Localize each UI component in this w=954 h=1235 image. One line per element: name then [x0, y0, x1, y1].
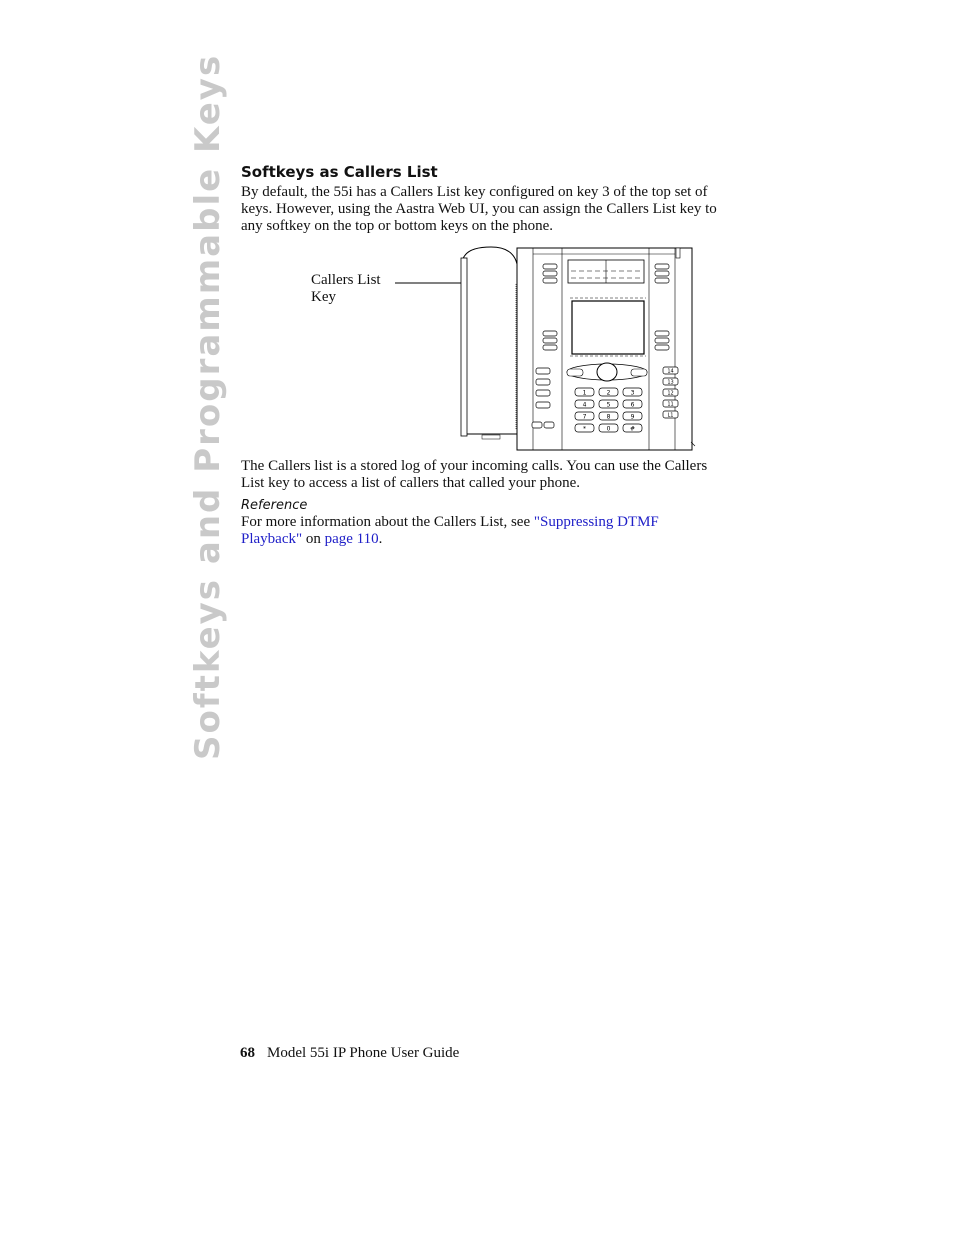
bottom-softkeys-right: [655, 331, 669, 350]
guide-title: Model 55i IP Phone User Guide: [267, 1045, 460, 1061]
keypad-key-label: *: [583, 425, 586, 433]
page-110-link[interactable]: page 110: [324, 531, 379, 547]
line-key-label: 11: [667, 401, 674, 408]
bottom-softkeys-left: [543, 331, 557, 350]
reference-paragraph: [241, 514, 721, 548]
phone-illustration: [305, 244, 705, 454]
side-chapter-title: Softkeys and Programmable Keys: [188, 53, 228, 760]
main-content: [241, 162, 721, 235]
line-key-label: 13: [667, 379, 674, 386]
page-number: 68: [240, 1045, 255, 1061]
top-softkeys-left: [543, 264, 557, 283]
keypad-key-label: 8: [606, 413, 611, 421]
keypad-key-label: 3: [630, 389, 635, 397]
reference-heading: Reference: [241, 498, 308, 513]
line-key-label: 12: [667, 390, 674, 397]
keypad-key-label: 2: [606, 389, 611, 397]
keypad-key-label: 9: [630, 413, 635, 421]
reference-middle: on: [302, 531, 325, 547]
reference-prefix: For more information about the Callers List, see: [241, 514, 534, 530]
reference-suffix: .: [378, 531, 383, 547]
keypad-key-label: 0: [606, 425, 611, 433]
keypad-key-label: #: [629, 425, 636, 433]
keypad-key-label: 7: [582, 413, 587, 421]
section-heading: Softkeys as Callers List: [241, 163, 438, 181]
page-footer: [240, 1045, 459, 1062]
intro-paragraph: By default, the 55i has a Callers List key configured on key 3 of the top set of keys. However, using the Aastra Web UI, you can assign the Callers List key to any softkey on the top or bottom keys on the phone.: [241, 184, 717, 234]
body-content: [241, 458, 721, 548]
line-key-label: L1: [667, 412, 674, 419]
callout-line-1: Callers List: [311, 272, 381, 288]
handset-cradle: [461, 258, 467, 436]
keypad-key-label: 5: [606, 401, 611, 409]
handset: [463, 247, 517, 434]
suppressing-dtmf-link[interactable]: "Suppressing DTMF Playback": [241, 514, 659, 547]
phone-figure: [305, 244, 705, 454]
keypad-key-label: 6: [630, 401, 635, 409]
callout-line-2: Key: [311, 289, 336, 305]
keypad-key-label: 4: [582, 401, 587, 409]
top-softkeys-right: [655, 264, 669, 283]
lcd-screen: [572, 301, 644, 354]
keypad-key-label: 1: [582, 389, 587, 397]
nav-center: [597, 363, 617, 381]
line-key-label: 14: [667, 368, 674, 375]
body-paragraph: The Callers list is a stored log of your incoming calls. You can use the Callers List key to access a list of callers that called your phone.: [241, 458, 708, 491]
